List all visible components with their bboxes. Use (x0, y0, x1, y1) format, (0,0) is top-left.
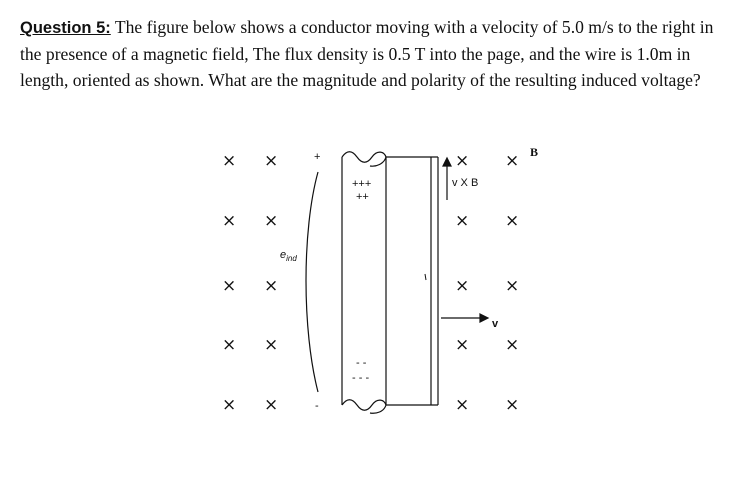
field-cross-icon: × (222, 151, 237, 171)
velocity-arrow (441, 314, 488, 322)
positive-terminal: + (314, 151, 321, 163)
vxb-arrow (443, 158, 451, 200)
field-cross-icon: × (455, 335, 470, 355)
field-cross-icon: × (505, 395, 520, 415)
field-cross-icon: × (505, 151, 520, 171)
field-cross-icon: × (505, 276, 520, 296)
field-cross-icon: × (222, 211, 237, 231)
field-cross-icon: × (222, 395, 237, 415)
field-cross-icon: × (222, 276, 237, 296)
conductor-top-end (342, 152, 386, 166)
field-cross-icon: × (505, 335, 520, 355)
negative-terminal: - (315, 400, 319, 412)
induced-voltage-arc (306, 172, 318, 392)
vxb-arrow-head-icon (443, 158, 451, 166)
vxb-label: v X B (452, 177, 479, 189)
field-cross-icon: × (455, 395, 470, 415)
charges-bottom-row2: - - - (352, 372, 370, 384)
field-crosses-right (455, 151, 519, 415)
field-cross-icon: × (455, 151, 470, 171)
field-cross-icon: × (505, 211, 520, 231)
field-cross-icon: × (264, 276, 279, 296)
field-cross-icon: × (264, 151, 279, 171)
velocity-arrow-head-icon (480, 314, 488, 322)
field-crosses-left (222, 151, 278, 415)
field-label: B (530, 145, 539, 159)
charges-top-row1: +++ (352, 178, 372, 190)
field-cross-icon: × (264, 335, 279, 355)
charges-bottom-row1: - - (356, 357, 367, 369)
field-cross-icon: × (264, 395, 279, 415)
charges-top-row2: ++ (356, 191, 369, 203)
question-body: The figure below shows a conductor moving with a velocity of 5.0 m/s to the right in the presence of a magnetic field, The flux density is 0.5 T into the page, and the wire is 1.0m in length, oriented as shown. What are the magnitude and polarity of the resulting induced voltage? (20, 17, 714, 90)
field-cross-icon: × (222, 335, 237, 355)
velocity-label: v (492, 318, 499, 330)
induced-voltage-label: $e_{ind}$ (280, 249, 297, 263)
field-cross-icon: × (264, 211, 279, 231)
question-label: Question 5: (20, 19, 111, 37)
conductor-bottom-end (342, 400, 386, 413)
field-cross-icon: × (455, 276, 470, 296)
field-cross-icon: × (455, 211, 470, 231)
tick-mark (425, 274, 426, 280)
